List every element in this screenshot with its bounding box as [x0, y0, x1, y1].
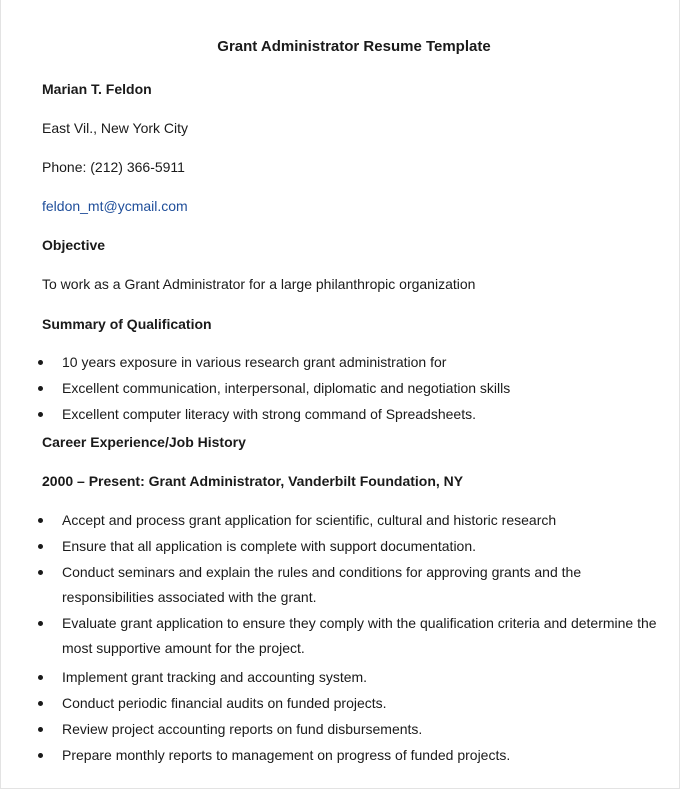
candidate-phone: Phone: (212) 366-5911 — [42, 159, 185, 175]
bullet-icon — [38, 753, 43, 758]
list-item: Ensure that all application is complete with support documentation. — [1, 534, 662, 559]
bullet-icon — [38, 412, 43, 417]
bullet-icon — [38, 701, 43, 706]
bullet-icon — [38, 360, 43, 365]
list-item: Prepare monthly reports to management on progress of funded projects. — [1, 743, 662, 768]
career-list — [1, 508, 662, 768]
candidate-name: Marian T. Feldon — [42, 81, 152, 97]
position-title: 2000 – Present: Grant Administrator, Vanderbilt Foundation, NY — [42, 473, 464, 489]
list-item: Conduct seminars and explain the rules and conditions for approving grants and the responsibilities associated with the grant. — [1, 560, 662, 610]
objective-text: To work as a Grant Administrator for a large philanthropic organization — [42, 276, 476, 292]
candidate-address: East Vil., New York City — [42, 120, 189, 136]
bullet-icon — [38, 570, 43, 575]
bullet-icon — [38, 386, 43, 391]
list-item: 10 years exposure in various research grant administration for — [1, 350, 510, 375]
list-item: Accept and process grant application for scientific, cultural and historic research — [1, 508, 662, 533]
objective-heading: Objective — [42, 237, 106, 253]
list-item: Review project accounting reports on fund disbursements. — [1, 717, 662, 742]
bullet-icon — [38, 621, 43, 626]
summary-heading: Summary of Qualification — [42, 316, 212, 332]
bullet-icon — [38, 544, 43, 549]
document-title: Grant Administrator Resume Template — [217, 38, 491, 55]
list-item: Excellent communication, interpersonal, diplomatic and negotiation skills — [1, 376, 510, 401]
candidate-email-link[interactable]: feldon_mt@ycmail.com — [42, 198, 188, 214]
list-item: Excellent computer literacy with strong command of Spreadsheets. — [1, 402, 510, 427]
career-heading: Career Experience/Job History — [42, 434, 246, 450]
bullet-icon — [38, 727, 43, 732]
list-item: Conduct periodic financial audits on funded projects. — [1, 691, 662, 716]
bullet-icon — [38, 518, 43, 523]
summary-list — [1, 350, 510, 427]
list-item: Implement grant tracking and accounting system. — [1, 665, 662, 690]
list-item: Evaluate grant application to ensure they comply with the qualification criteria and determine the most supportive amount for the project. — [1, 611, 662, 661]
bullet-icon — [38, 675, 43, 680]
